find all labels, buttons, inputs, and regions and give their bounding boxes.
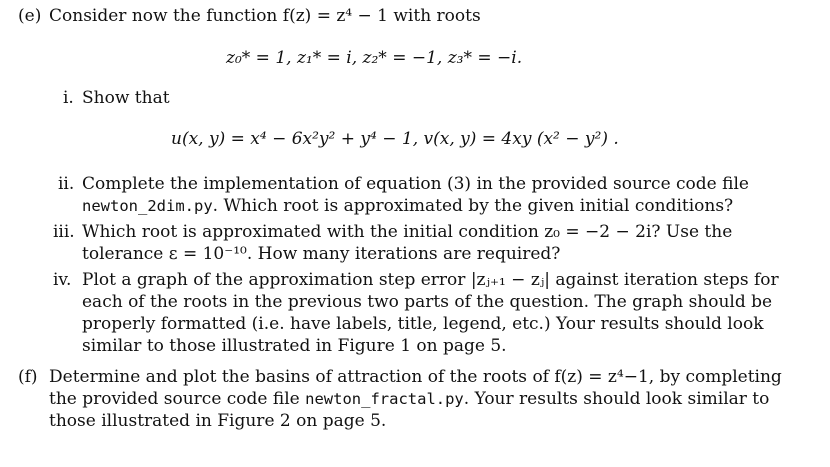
item-ii-line1: Complete the implementation of equation (3) in the provided source code file (82, 174, 749, 194)
item-ii-label: ii. (58, 174, 75, 194)
part-f-line2-post: . Your results should look similar to (463, 389, 770, 409)
item-iv-label: iv. (53, 270, 72, 290)
part-f-line2 (49, 388, 769, 411)
item-iv-line4: similar to those illustrated in Figure 1 on page 5. (82, 336, 507, 356)
item-iv-line2: each of the roots in the previous two parts of the question. The graph should be (82, 292, 773, 312)
item-i-equation: u(x, y) = x⁴ − 6x²y² + y⁴ − 1, v(x, y) = 4xy (x² − y²) . (171, 129, 619, 149)
item-i-text: Show that (82, 88, 170, 108)
part-f-line3: those illustrated in Figure 2 on page 5. (49, 411, 387, 431)
roots-equation: z₀* = 1, z₁* = i, z₂* = −1, z₃* = −i. (226, 48, 523, 68)
item-i-label: i. (63, 88, 74, 108)
item-iii-label: iii. (53, 222, 75, 242)
part-f-label: (f) (18, 367, 38, 387)
item-iii-line2: tolerance ε = 10⁻¹⁰. How many iterations are required? (82, 244, 561, 264)
part-e-label: (e) (18, 6, 42, 26)
item-iv-line1: Plot a graph of the approximation step error |zⱼ₊₁ − zⱼ| against iteration steps for (82, 270, 779, 290)
item-ii-line2-rest: . Which root is approximated by the given initial conditions? (212, 196, 734, 216)
source-file-newton-2dim: newton_2dim.py (82, 197, 213, 215)
part-e-intro: Consider now the function f(z) = z⁴ − 1 with roots (49, 6, 481, 26)
part-f-line2-pre: the provided source code file (49, 389, 306, 409)
item-iii-line1: Which root is approximated with the initial condition z₀ = −2 − 2i? Use the (82, 222, 733, 242)
part-f-line1: Determine and plot the basins of attraction of the roots of f(z) = z⁴−1, by completing (49, 367, 782, 387)
item-ii-line2 (82, 195, 733, 218)
source-file-newton-fractal: newton_fractal.py (305, 390, 464, 408)
item-iv-line3: properly formatted (i.e. have labels, title, legend, etc.) Your results should look (82, 314, 764, 334)
